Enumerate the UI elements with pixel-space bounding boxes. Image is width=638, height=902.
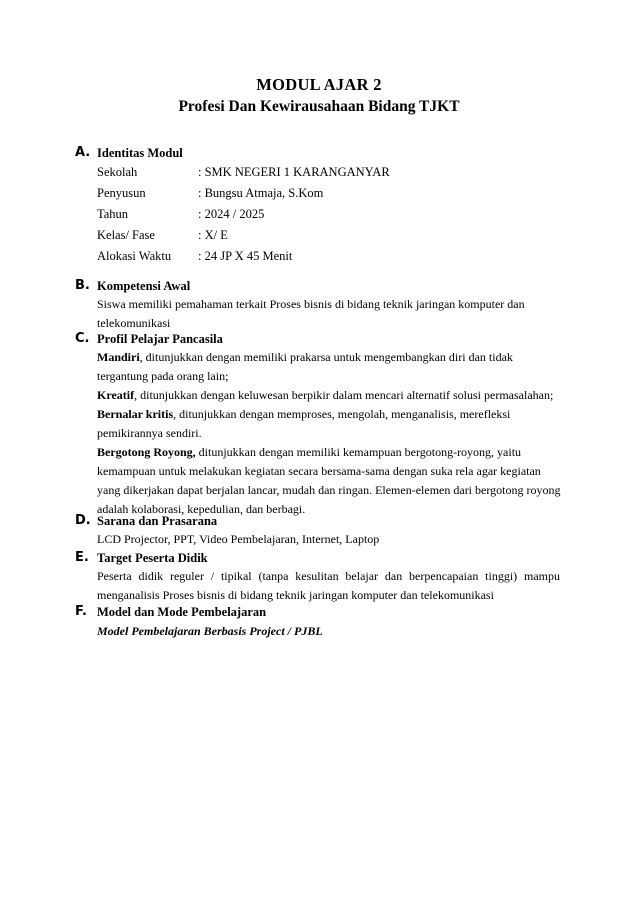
profile-term: Bernalar kritis — [97, 407, 174, 421]
section-a-heading: Identitas Modul — [97, 146, 183, 160]
section-c-letter: C. — [75, 331, 90, 346]
identity-value-author: : Bungsu Atmaja, S.Kom — [198, 186, 324, 200]
profile-term: Mandiri — [97, 350, 140, 364]
identity-label-class: Kelas/ Fase — [97, 228, 155, 242]
section-f-text: Model Pembelajaran Berbasis Project / PJBL — [97, 624, 323, 638]
section-f-heading: Model dan Mode Pembelajaran — [97, 605, 267, 619]
identity-value-year: : 2024 / 2025 — [198, 207, 265, 221]
section-b-letter: B. — [75, 278, 90, 293]
section-f-letter: F. — [75, 604, 87, 619]
section-e-text: Peserta didik reguler / tipikal (tanpa kesulitan belajar dan berpencapaian tinggi) mampu menganalisis Proses bisnis di bidang teknik jaringan komputer dan telekomunikasi — [97, 569, 560, 602]
identity-label-author: Penyusun — [97, 186, 146, 200]
profile-item-bergotong-royong — [97, 443, 562, 519]
identity-label-year: Tahun — [97, 207, 129, 221]
section-e-heading: Target Peserta Didik — [97, 551, 208, 565]
section-d-text: LCD Projector, PPT, Video Pembelajaran, Internet, Laptop — [97, 532, 380, 546]
identity-value-time: : 24 JP X 45 Menit — [198, 249, 293, 263]
section-b-text: Siswa memiliki pemahaman terkait Proses bisnis di bidang teknik jaringan komputer dan telekomunikasi — [97, 297, 525, 330]
profile-desc: ditunjukkan dengan memiliki kemampuan bergotong-royong, yaitu kemampuan untuk melakukan kegiatan secara bersama-sama dengan suka rela agar kegiatan yang dikerjakan dapat berjalan lancar, mudah dan ringan. Elemen-elemen dari bergotong royong adalah kolaborasi, kepedulian, dan berbagi. — [97, 445, 561, 516]
module-subtitle: Profesi Dan Kewirausahaan Bidang TJKT — [178, 98, 460, 115]
profile-desc: , ditunjukkan dengan memiliki prakarsa untuk mengembangkan diri dan tidak tergantung pada orang lain; — [97, 350, 513, 383]
profile-desc: , ditunjukkan dengan keluwesan berpikir dalam mencari alternatif solusi permasalahan; — [134, 388, 554, 402]
section-a-letter: A. — [75, 145, 91, 160]
module-title: MODUL AJAR 2 — [256, 75, 382, 94]
identity-value-school: : SMK NEGERI 1 KARANGANYAR — [198, 165, 390, 179]
profile-item-bernalar-kritis — [97, 405, 527, 443]
section-b-heading: Kompetensi Awal — [97, 279, 191, 293]
profile-item-kreatif — [97, 386, 572, 405]
identity-value-class: : X/ E — [198, 228, 228, 242]
section-c-heading: Profil Pelajar Pancasila — [97, 332, 223, 346]
section-d-letter: D. — [75, 513, 91, 528]
section-e-letter: E. — [75, 550, 89, 565]
identity-label-time: Alokasi Waktu — [97, 249, 172, 263]
profile-term: Bergotong Royong, — [97, 445, 196, 459]
profile-item-mandiri — [97, 348, 565, 386]
profile-term: Kreatif — [97, 388, 135, 402]
profile-desc: , ditunjukkan dengan memproses, mengolah, menganalisis, merefleksi pemikirannya sendiri. — [97, 407, 511, 440]
identity-label-school: Sekolah — [97, 165, 138, 179]
section-d-heading: Sarana dan Prasarana — [97, 514, 218, 528]
